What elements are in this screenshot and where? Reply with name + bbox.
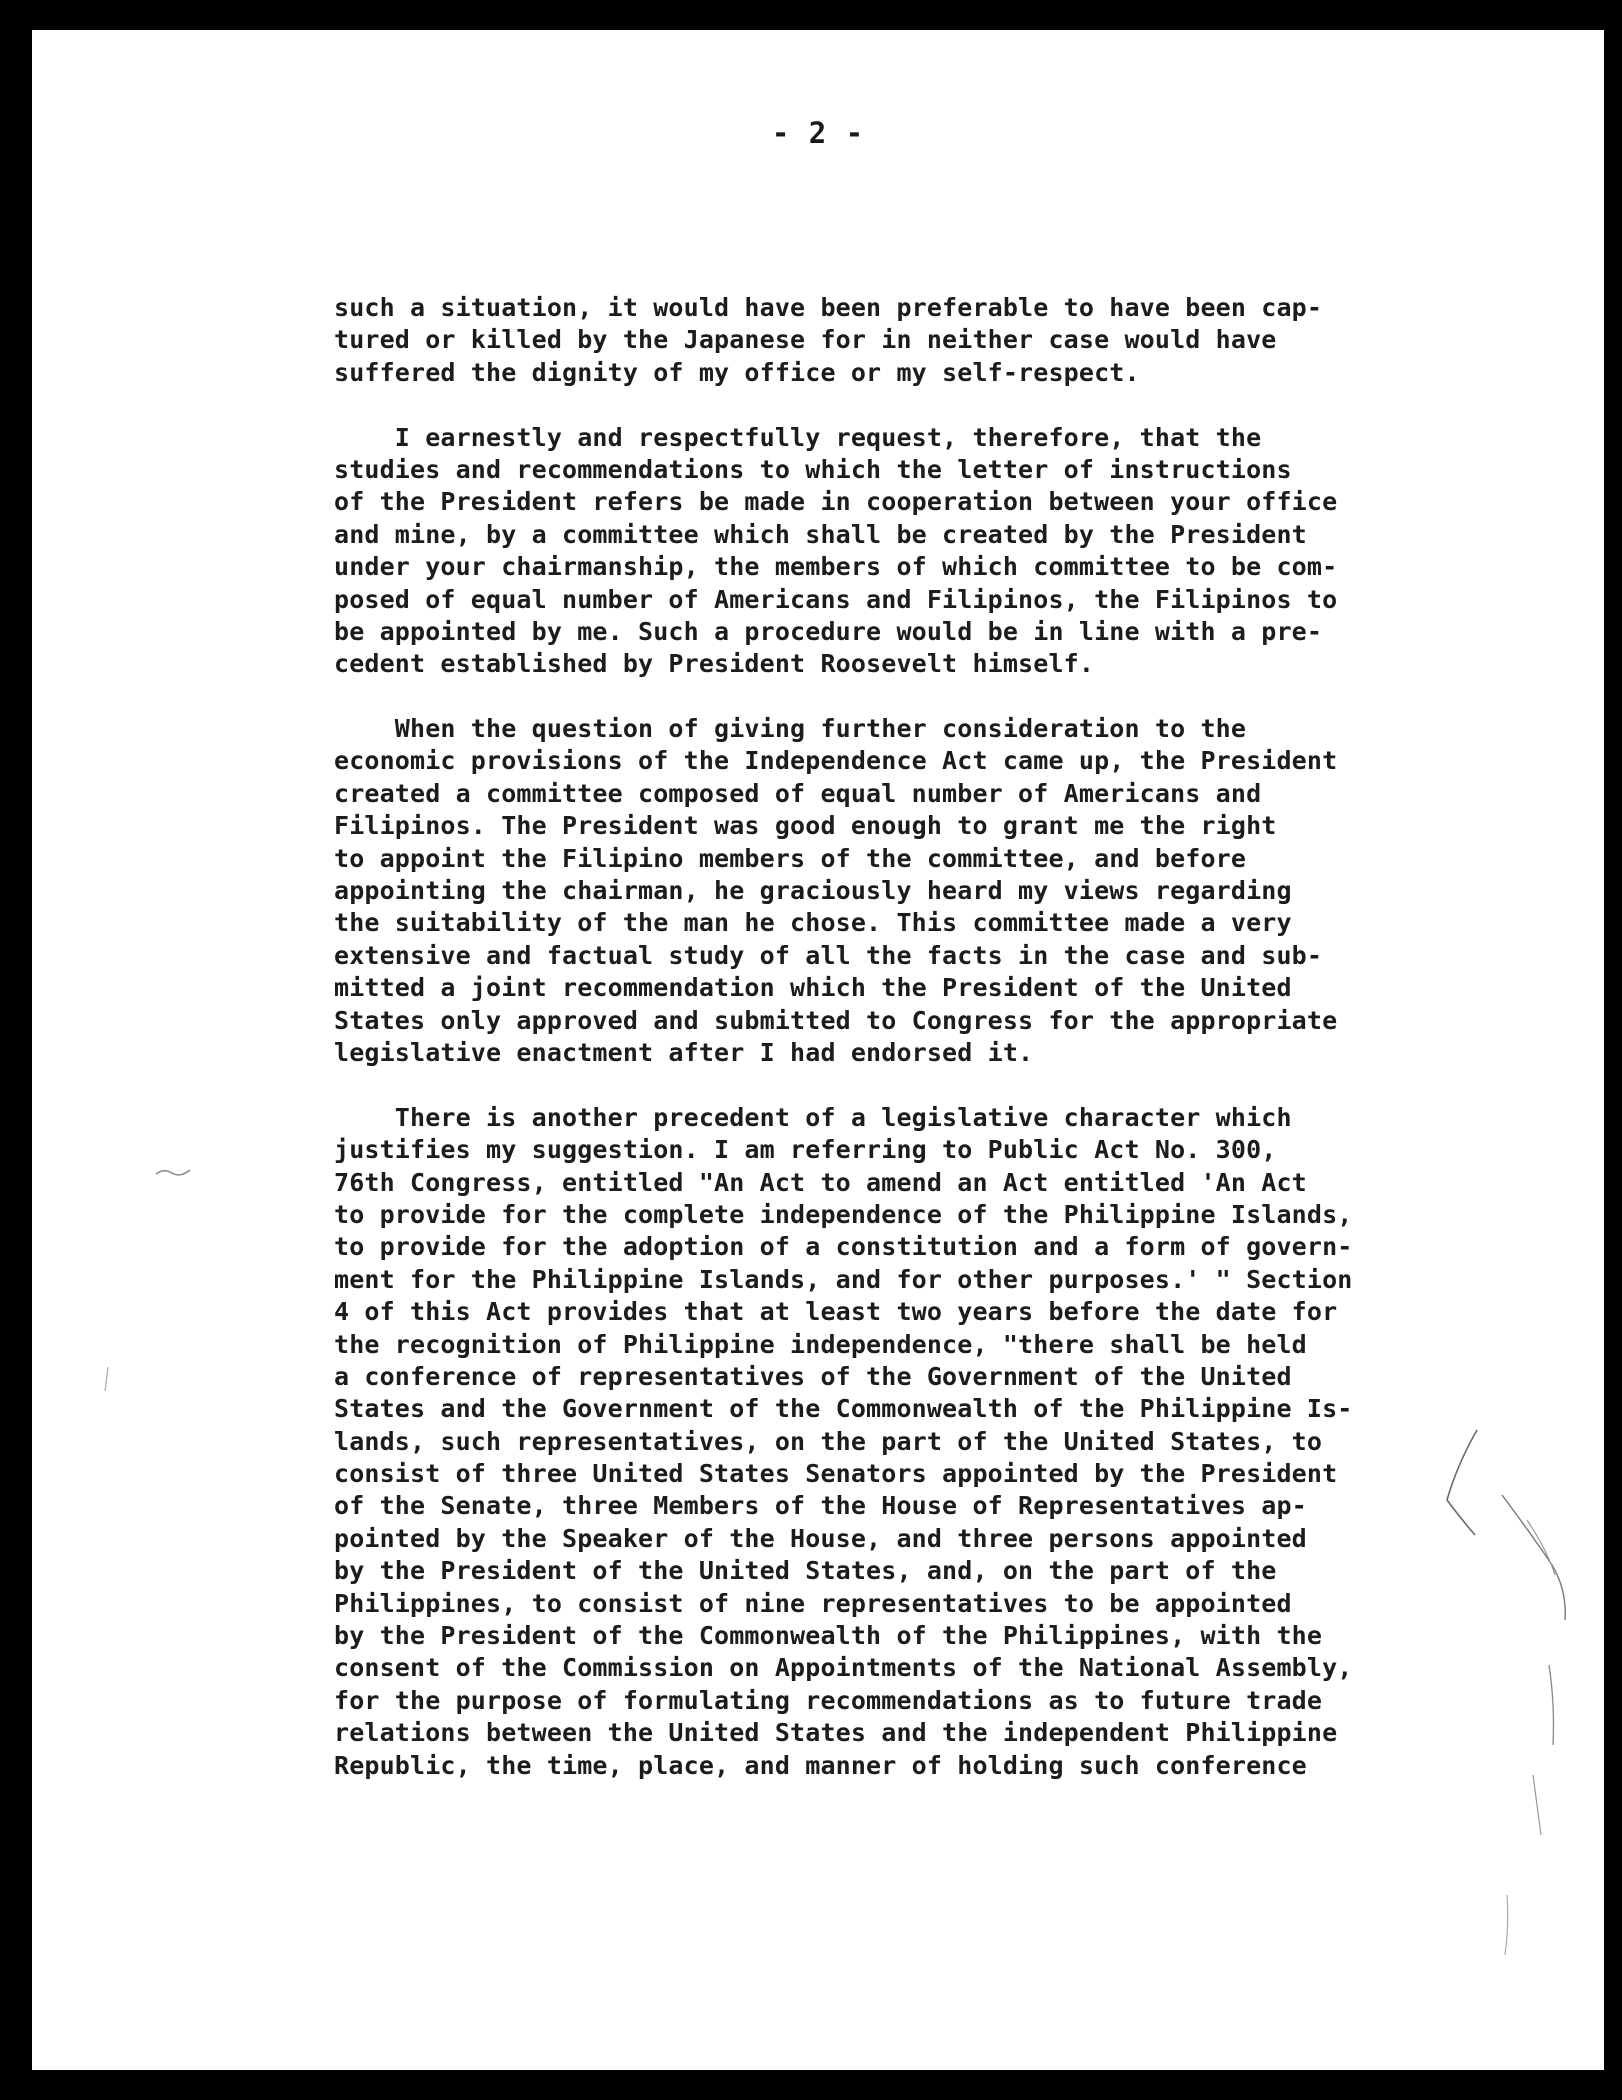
text-line: suffered the dignity of my office or my self-respect. bbox=[334, 357, 1140, 387]
text-line: When the question of giving further consideration to the bbox=[334, 714, 1247, 744]
text-line: such a situation, it would have been preferable to have been cap- bbox=[334, 293, 1323, 322]
text-line: legislative enactment after I had endorsed it. bbox=[334, 1037, 1034, 1067]
text-line: cedent established by President Roosevelt himself. bbox=[334, 649, 1095, 679]
text-line: tured or killed by the Japanese for in neither case would have bbox=[334, 325, 1277, 355]
text-line: extensive and factual study of all the facts in the case and sub- bbox=[334, 940, 1323, 970]
text-line: consist of three United States Senators appointed by the President bbox=[334, 1459, 1338, 1489]
text-line: consent of the Commission on Appointments of the National Assembly, bbox=[334, 1653, 1353, 1683]
text-line: States only approved and submitted to Congress for the appropriate bbox=[334, 1005, 1338, 1035]
text-line: States and the Government of the Commonwealth of the Philippine Is- bbox=[334, 1394, 1353, 1424]
text-line: a conference of representatives of the Government of the United bbox=[334, 1361, 1292, 1391]
text-line: the suitability of the man he chose. This committee made a very bbox=[334, 908, 1292, 938]
text-line: appointing the chairman, he graciously heard my views regarding bbox=[334, 876, 1292, 906]
text-line: by the President of the United States, and, on the part of the bbox=[334, 1556, 1277, 1586]
text-line: posed of equal number of Americans and Filipinos, the Filipinos to bbox=[334, 584, 1338, 614]
text-line: by the President of the Commonwealth of the Philippines, with the bbox=[334, 1621, 1323, 1651]
text-line: for the purpose of formulating recommendations as to future trade bbox=[334, 1685, 1323, 1715]
text-line: I earnestly and respectfully request, therefore, that the bbox=[334, 422, 1262, 452]
text-line: be appointed by me. Such a procedure would be in line with a pre- bbox=[334, 616, 1323, 646]
page-number: - 2 - bbox=[771, 116, 865, 150]
text-line: created a committee composed of equal number of Americans and bbox=[334, 778, 1262, 808]
paragraph-4 bbox=[334, 1102, 1474, 1782]
text-line: mitted a joint recommendation which the President of the United bbox=[334, 973, 1292, 1003]
margin-tick-left bbox=[102, 1365, 112, 1395]
text-line: 76th Congress, entitled "An Act to amend an Act entitled 'An Act bbox=[334, 1167, 1307, 1197]
paragraph-3 bbox=[334, 713, 1474, 1069]
document-page bbox=[32, 30, 1604, 2070]
text-line: Republic, the time, place, and manner of holding such conference bbox=[334, 1750, 1307, 1780]
text-line: under your chairmanship, the members of which committee to be com- bbox=[334, 552, 1338, 582]
text-line: relations between the United States and the independent Philippine bbox=[334, 1718, 1338, 1748]
text-line: economic provisions of the Independence Act came up, the President bbox=[334, 746, 1338, 776]
text-line: Filipinos. The President was good enough to grant me the right bbox=[334, 811, 1277, 841]
letter-body bbox=[334, 292, 1474, 1814]
paragraph-2 bbox=[334, 422, 1474, 681]
margin-pencil-bracket-right bbox=[1437, 1425, 1597, 1985]
text-line: to provide for the adoption of a constitution and a form of govern- bbox=[334, 1232, 1353, 1262]
text-line: and mine, by a committee which shall be created by the President bbox=[334, 519, 1307, 549]
paragraph-1 bbox=[334, 292, 1474, 389]
text-line: of the President refers be made in cooperation between your office bbox=[334, 487, 1338, 517]
text-line: 4 of this Act provides that at least two years before the date for bbox=[334, 1297, 1338, 1327]
text-line: ment for the Philippine Islands, and for other purposes.' " Section bbox=[334, 1264, 1353, 1294]
text-line: There is another precedent of a legislative character which bbox=[334, 1102, 1292, 1132]
text-line: of the Senate, three Members of the House of Representatives ap- bbox=[334, 1491, 1307, 1521]
text-line: the recognition of Philippine independence, "there shall be held bbox=[334, 1329, 1307, 1359]
text-line: studies and recommendations to which the letter of instructions bbox=[334, 454, 1292, 484]
text-line: Philippines, to consist of nine representatives to be appointed bbox=[334, 1588, 1292, 1618]
text-line: to appoint the Filipino members of the committee, and before bbox=[334, 843, 1247, 873]
text-line: justifies my suggestion. I am referring to Public Act No. 300, bbox=[334, 1135, 1277, 1165]
margin-mark-left bbox=[154, 1162, 194, 1182]
text-line: to provide for the complete independence of the Philippine Islands, bbox=[334, 1199, 1353, 1229]
text-line: pointed by the Speaker of the House, and three persons appointed bbox=[334, 1523, 1307, 1553]
text-line: lands, such representatives, on the part of the United States, to bbox=[334, 1426, 1323, 1456]
